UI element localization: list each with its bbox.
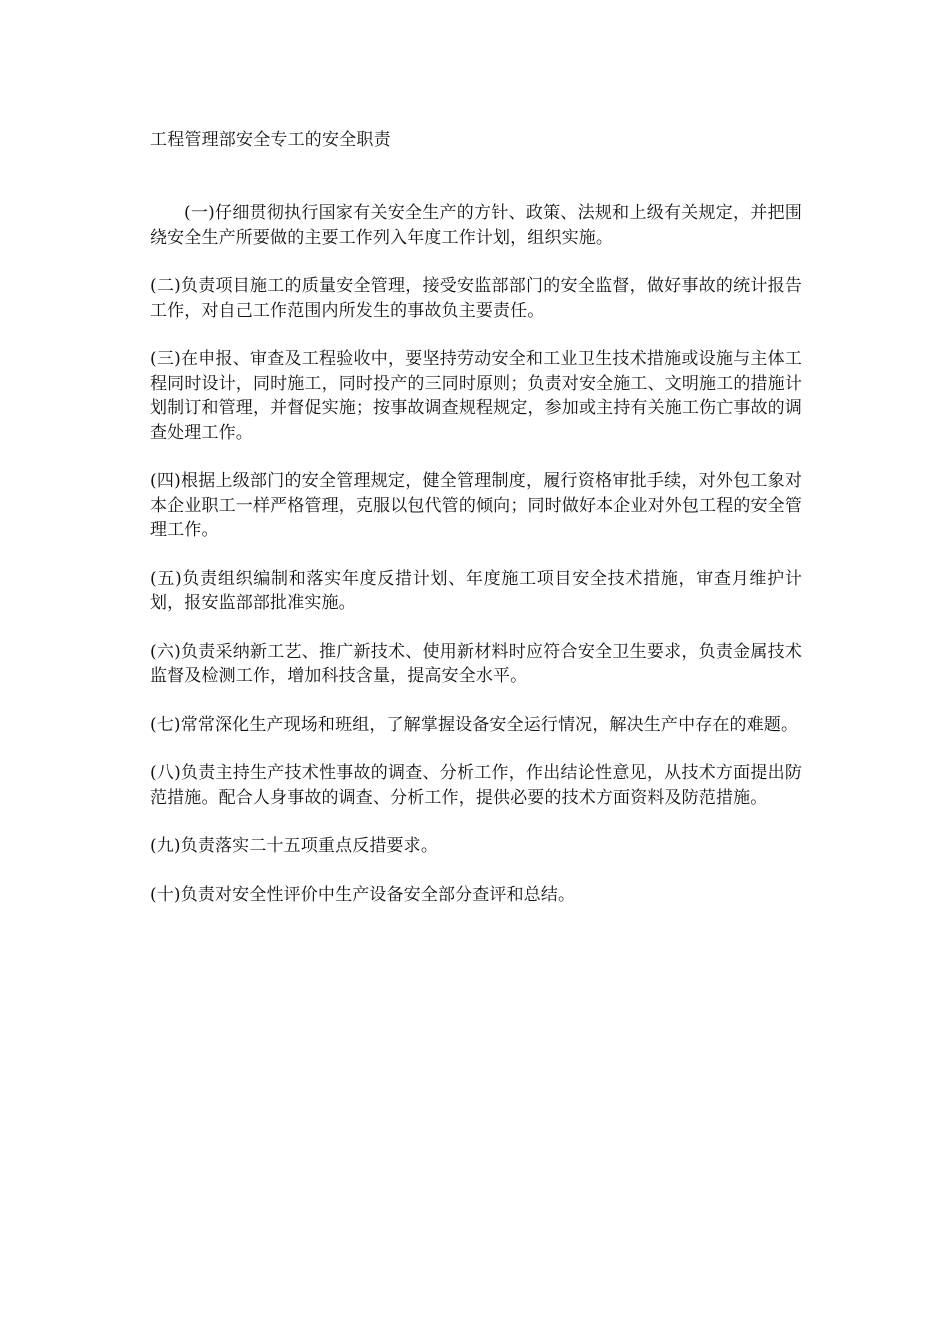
paragraph-2: (二)负责项目施工的质量安全管理，接受安监部部门的安全监督，做好事故的统计报告工作，对自己工作范围内所发生的事故负主要责任。	[150, 276, 802, 321]
paragraph-3: (三)在申报、审查及工程验收中，要坚持劳动安全和工业卫生技术措施或设施与主体工程同时设计，同时施工，同时投产的三同时原则；负责对安全施工、文明施工的措施计划制订和管理，并督促实施；按事故调查规程规定，参加或主持有关施工伤亡事故的调查处理工作。	[150, 349, 802, 443]
document-content	[150, 127, 802, 931]
paragraph-9: (九)负责落实二十五项重点反措要求。	[150, 836, 438, 856]
paragraph-8: (八)负责主持生产技术性事故的调查、分析工作，作出结论性意见，从技术方面提出防范措施。配合人身事故的调查、分析工作，提供必要的技术方面资料及防范措施。	[150, 763, 802, 808]
document-title: 工程管理部安全专工的安全职责	[150, 130, 391, 150]
paragraph-1: (一)仔细贯彻执行国家有关安全生产的方针、政策、法规和上级有关规定，并把围绕安全生产所要做的主要工作列入年度工作计划，组织实施。	[150, 203, 802, 248]
paragraph-list	[150, 201, 802, 907]
paragraph-10: (十)负责对安全性评价中生产设备安全部分查评和总结。	[150, 884, 576, 905]
paragraph-6: (六)负责采纳新工艺、推广新技术、使用新材料时应符合安全卫生要求，负责金属技术监督及检测工作，增加科技含量，提高安全水平。	[150, 641, 802, 686]
paragraph-4: (四)根据上级部门的安全管理规定，健全管理制度，履行资格审批手续，对外包工象对本企业职工一样严格管理，克服以包代管的倾向；同时做好本企业对外包工程的安全管理工作。	[150, 471, 802, 540]
paragraph-7: (七)常常深化生产现场和班组，了解掌握设备安全运行情况，解决生产中存在的难题。	[150, 714, 799, 735]
paragraph-5: (五)负责组织编制和落实年度反措计划、年度施工项目安全技术措施，审查月维护计划，报安监部部批准实施。	[150, 568, 802, 613]
